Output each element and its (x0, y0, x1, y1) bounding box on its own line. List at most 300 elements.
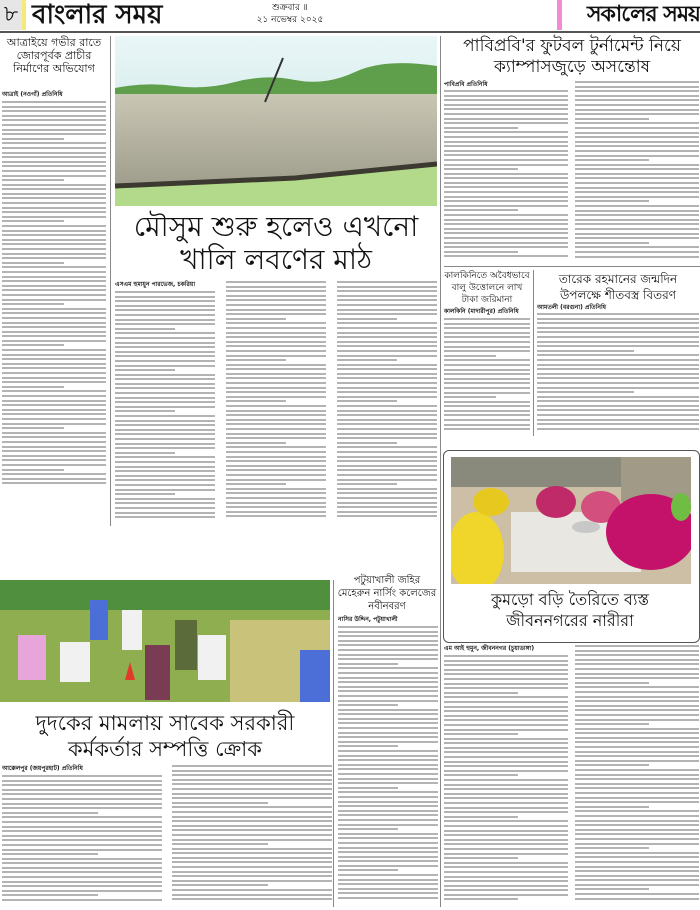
text-line (338, 700, 438, 702)
text-line (337, 419, 437, 421)
text-line (115, 433, 215, 435)
text-line (537, 373, 699, 375)
text-line (537, 396, 699, 398)
text-line (2, 156, 106, 158)
text-line (337, 515, 437, 517)
text-line (338, 644, 438, 646)
page-accent-bar (22, 0, 26, 30)
text-line (575, 696, 699, 698)
text-line (575, 806, 649, 808)
text-line (338, 677, 438, 679)
salt-field-image (115, 36, 437, 206)
masthead-rule (0, 31, 700, 33)
text-line (444, 733, 518, 735)
dudok-headline-line1: দুদকের মামলায় সাবেক সরকারী (35, 711, 295, 735)
text-line (575, 223, 699, 225)
text-line (444, 664, 568, 666)
text-line (444, 738, 568, 740)
text-line (444, 95, 568, 97)
text-line (2, 798, 162, 800)
text-line (226, 511, 326, 513)
text-line (575, 792, 699, 794)
text-line (226, 290, 326, 292)
text-line (575, 219, 699, 221)
text-line (444, 843, 568, 845)
text-line (337, 318, 397, 320)
text-line (444, 894, 568, 896)
text-line (338, 704, 398, 706)
text-line (115, 387, 215, 389)
text-line (115, 415, 215, 417)
text-line (444, 141, 568, 143)
text-line (338, 814, 438, 816)
text-line (537, 359, 699, 361)
column-divider (333, 580, 334, 907)
newspaper-logo: সকালের সময় (586, 2, 700, 27)
text-line (2, 372, 106, 374)
text-line (338, 851, 438, 853)
text-line (575, 256, 699, 258)
kumro-bori-photo (451, 457, 691, 584)
text-line (226, 350, 326, 352)
text-line (337, 377, 437, 379)
text-line (444, 136, 568, 138)
text-line (575, 888, 649, 890)
text-line (575, 132, 699, 134)
salt-body-col3 (337, 281, 437, 527)
text-line (115, 309, 215, 311)
text-line (338, 796, 438, 798)
text-line (2, 225, 106, 227)
text-line (2, 285, 106, 287)
salt-byline: এসএম হুমায়ুন পারভেজ, চকরিয়া (115, 281, 196, 288)
text-line (337, 483, 397, 485)
text-line (575, 237, 699, 239)
text-line (2, 413, 106, 415)
text-line (226, 433, 326, 435)
text-line (115, 507, 215, 509)
text-line (2, 432, 106, 434)
text-line (337, 281, 437, 283)
salt-headline-line1: মৌসুম শুরু হলেও এখনো (133, 210, 419, 243)
text-line (337, 474, 437, 476)
text-line (337, 345, 437, 347)
nursing-byline: নাসির উদ্দিন, পটুয়াখালী (338, 616, 398, 623)
text-line (2, 459, 106, 461)
text-line (444, 382, 530, 384)
text-line (444, 318, 530, 320)
text-line (444, 113, 568, 115)
text-line (575, 251, 699, 253)
text-line (338, 856, 438, 858)
text-line (2, 106, 106, 108)
kalkini-body (444, 318, 530, 436)
text-line (444, 223, 568, 225)
text-line (115, 369, 175, 371)
text-line (444, 774, 518, 776)
text-line (2, 138, 64, 140)
text-line (337, 364, 437, 366)
text-line (575, 898, 699, 900)
tarique-byline: আমতলী (বরগুনা) প্রতিনিধি (537, 304, 607, 311)
text-line (575, 797, 699, 799)
text-line (537, 405, 699, 407)
text-line (338, 727, 438, 729)
text-line (2, 124, 106, 126)
text-line (444, 715, 568, 717)
text-line (115, 328, 175, 330)
salt-headline (115, 210, 437, 276)
text-line (338, 801, 438, 803)
text-line (444, 811, 568, 813)
text-line (115, 351, 215, 353)
text-line (575, 824, 699, 826)
text-line (115, 296, 215, 298)
text-line (444, 660, 568, 662)
text-line (537, 345, 699, 347)
text-line (2, 464, 106, 466)
text-line (575, 764, 649, 766)
text-line (2, 289, 106, 291)
text-line (575, 145, 699, 147)
text-line (444, 118, 568, 120)
salt-body-col2 (226, 281, 326, 527)
text-line (2, 409, 106, 411)
text-line (444, 127, 518, 129)
text-line (444, 327, 530, 329)
text-line (337, 511, 437, 513)
text-line (226, 286, 326, 288)
text-line (575, 242, 649, 244)
text-line (537, 354, 699, 356)
text-line (2, 395, 106, 397)
section-divider (444, 266, 700, 267)
text-line (337, 336, 437, 338)
text-line (226, 405, 326, 407)
text-line (575, 90, 699, 92)
text-line (115, 470, 215, 472)
text-line (338, 681, 438, 683)
text-line (115, 365, 215, 367)
text-line (338, 672, 438, 674)
text-line (575, 700, 699, 702)
text-line (172, 765, 332, 767)
text-line (172, 770, 332, 772)
text-line (575, 173, 699, 175)
text-line (444, 848, 568, 850)
text-line (2, 312, 106, 314)
text-line (444, 255, 568, 257)
text-line (338, 869, 398, 871)
football-byline: পাবিপ্রবি প্রতিনিধি (444, 81, 488, 88)
salt-body-col1 (115, 291, 215, 527)
text-line (2, 354, 106, 356)
text-line (226, 479, 326, 481)
text-line (575, 127, 699, 129)
kumro-body-col2 (575, 645, 699, 907)
text-line (2, 436, 106, 438)
text-line (2, 885, 162, 887)
text-line (444, 164, 568, 166)
text-line (575, 741, 699, 743)
text-line (2, 473, 106, 475)
text-line (226, 396, 326, 398)
text-line (444, 816, 518, 818)
text-line (575, 787, 699, 789)
text-line (226, 474, 326, 476)
text-line (444, 392, 530, 394)
text-line (338, 709, 438, 711)
text-line (537, 350, 634, 352)
text-line (115, 456, 215, 458)
text-line (337, 286, 437, 288)
text-line (172, 880, 332, 882)
text-line (444, 825, 568, 827)
text-line (226, 341, 326, 343)
text-line (115, 429, 215, 431)
text-line (537, 419, 699, 421)
text-line (575, 829, 699, 831)
text-line (444, 237, 568, 239)
text-line (2, 344, 64, 346)
text-line (444, 862, 568, 864)
text-line (226, 437, 326, 439)
text-line (172, 848, 332, 850)
text-line (115, 342, 215, 344)
text-line (444, 401, 530, 403)
text-line (2, 202, 106, 204)
text-line (444, 159, 568, 161)
text-line (444, 880, 568, 882)
text-line (226, 309, 326, 311)
text-line (337, 309, 437, 311)
text-line (444, 770, 568, 772)
text-line (2, 469, 64, 471)
text-line (172, 857, 332, 859)
kumro-headline-line2: জীবননগরের নারীরা (506, 611, 634, 630)
text-line (337, 465, 437, 467)
text-line (226, 313, 326, 315)
column-divider (110, 36, 111, 526)
text-line (537, 428, 699, 430)
text-line (2, 844, 162, 846)
text-line (444, 359, 530, 361)
text-line (444, 205, 568, 207)
text-line (337, 355, 437, 357)
text-line (115, 392, 215, 394)
salt-headline-line2: খালি লবণের মাঠ (180, 243, 372, 276)
text-line (115, 337, 215, 339)
text-line (444, 889, 568, 891)
text-line (226, 364, 326, 366)
text-line (575, 843, 699, 845)
text-line (226, 355, 326, 357)
text-line (2, 839, 162, 841)
text-line (575, 136, 699, 138)
text-line (338, 847, 438, 849)
text-line (226, 488, 326, 490)
text-line (2, 849, 162, 851)
text-line (226, 299, 326, 301)
text-line (115, 323, 215, 325)
kumro-byline: এম আই হুমুন, জীবননগর (চুয়াডাঙ্গা) (444, 645, 535, 652)
dudok-headline-line2: কর্মকর্তার সম্পত্তি ক্রোক (68, 737, 262, 761)
text-line (2, 377, 106, 379)
kumro-headline (445, 589, 695, 631)
text-line (115, 461, 215, 463)
text-line (337, 456, 437, 458)
text-line (2, 867, 162, 869)
text-line (444, 820, 568, 822)
text-line (2, 110, 106, 112)
text-line (226, 442, 286, 444)
text-line (337, 304, 437, 306)
text-line (2, 482, 106, 484)
text-line (226, 497, 326, 499)
text-line (575, 682, 649, 684)
text-line (337, 469, 437, 471)
text-line (338, 695, 438, 697)
text-line (575, 654, 699, 656)
text-line (444, 154, 568, 156)
text-line (115, 374, 215, 376)
text-line (338, 837, 438, 839)
text-line (2, 381, 106, 383)
text-line (2, 807, 162, 809)
text-line (2, 299, 106, 301)
text-line (338, 810, 438, 812)
section-title: বাংলার সময় (32, 0, 163, 30)
text-line (2, 899, 162, 901)
text-line (2, 835, 162, 837)
text-line (226, 465, 326, 467)
text-line (338, 805, 438, 807)
text-line (337, 433, 437, 435)
text-line (226, 295, 326, 297)
text-line (2, 152, 106, 154)
text-line (575, 778, 699, 780)
text-line (2, 230, 106, 232)
text-line (338, 732, 438, 734)
text-line (444, 742, 568, 744)
football-headline-line1: পাবিপ্রবি'র ফুটবল টুর্নামেন্ট নিয়ে (463, 36, 681, 56)
kalkini-headline: কালকিনিতে অবৈধভাবে বালু উত্তোলনে লাখ টাকা জরিমানা (444, 271, 530, 305)
text-line (444, 332, 530, 334)
text-line (2, 881, 162, 883)
text-line (575, 99, 699, 101)
text-line (172, 829, 332, 831)
text-line (338, 667, 438, 669)
text-line (2, 340, 106, 342)
text-line (172, 797, 332, 799)
text-line (115, 498, 215, 500)
text-line (2, 478, 106, 480)
text-line (115, 466, 215, 468)
text-line (575, 719, 699, 721)
text-line (444, 761, 568, 763)
text-line (338, 883, 438, 885)
text-line (115, 332, 215, 334)
kumro-bori-image (451, 457, 691, 584)
text-line (444, 419, 530, 421)
text-line (444, 209, 518, 211)
text-line (115, 479, 215, 481)
text-line (2, 335, 106, 337)
text-line (444, 673, 568, 675)
text-line (2, 101, 106, 103)
text-line (575, 866, 699, 868)
text-line (575, 774, 699, 776)
text-line (537, 341, 699, 343)
text-line (2, 253, 106, 255)
text-line (537, 409, 699, 411)
text-line (575, 801, 699, 803)
text-line (537, 414, 699, 416)
text-line (2, 400, 106, 402)
text-line (2, 147, 106, 149)
text-line (337, 341, 437, 343)
issue-date: ২১ নভেম্বর ২০২৫ (256, 15, 324, 25)
text-line (575, 760, 699, 762)
text-line (575, 663, 699, 665)
text-line (337, 423, 437, 425)
text-line (172, 820, 332, 822)
text-line (575, 168, 699, 170)
text-line (537, 327, 699, 329)
text-line (444, 150, 568, 152)
text-line (115, 447, 215, 449)
text-line (172, 839, 332, 841)
text-line (444, 683, 568, 685)
dudok-body-col2 (172, 765, 332, 907)
text-line (444, 853, 568, 855)
text-line (226, 336, 326, 338)
football-body-col1 (444, 90, 568, 262)
text-line (2, 161, 106, 163)
text-line (115, 383, 215, 385)
text-line (2, 775, 162, 777)
text-line (575, 732, 699, 734)
text-line (338, 828, 398, 830)
text-line (575, 737, 699, 739)
text-line (575, 783, 699, 785)
text-line (575, 751, 699, 753)
text-line (337, 479, 437, 481)
text-line (115, 314, 215, 316)
text-line (2, 197, 106, 199)
text-line (226, 451, 326, 453)
text-line (2, 142, 106, 144)
text-line (537, 423, 699, 425)
text-line (115, 493, 175, 495)
text-line (444, 350, 530, 352)
text-line (2, 280, 106, 282)
text-line (2, 816, 162, 818)
text-line (444, 191, 568, 193)
text-line (337, 382, 437, 384)
text-line (575, 893, 699, 895)
text-line (226, 419, 326, 421)
text-line (575, 187, 699, 189)
text-line (2, 317, 106, 319)
text-line (337, 437, 437, 439)
text-line (172, 788, 332, 790)
text-line (444, 177, 568, 179)
text-line (444, 364, 530, 366)
text-line (2, 119, 106, 121)
text-line (537, 364, 699, 366)
text-line (537, 331, 699, 333)
